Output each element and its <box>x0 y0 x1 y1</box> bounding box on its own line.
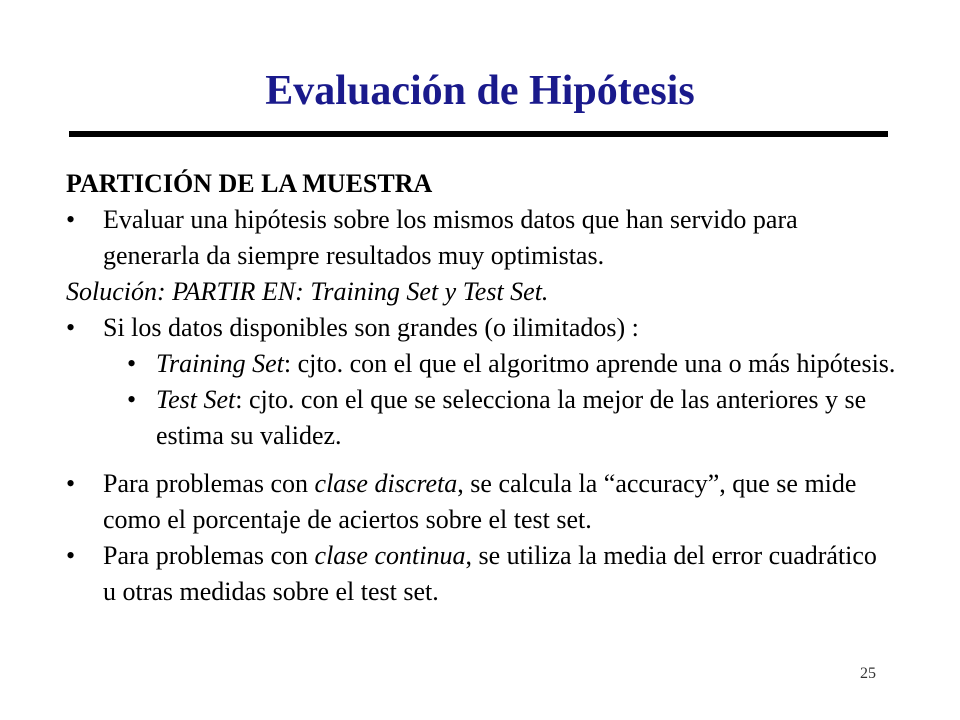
page-number: 25 <box>860 665 876 682</box>
bullet-icon: • <box>127 385 137 414</box>
bullet-item <box>66 310 896 346</box>
term-test-set: Test Set <box>156 385 236 414</box>
sub-bullet-text: : cjto. con el que el algoritmo aprende una o más hipótesis. <box>283 349 896 378</box>
solution-line: Solución: PARTIR EN: Training Set y Test Set. <box>66 277 549 306</box>
section-heading: PARTICIÓN DE LA MUESTRA <box>66 169 433 198</box>
bullet-item <box>66 538 896 610</box>
bullet-icon: • <box>66 541 76 570</box>
bullet-text: Para problemas con <box>103 469 315 498</box>
term-clase-discreta: clase discreta <box>314 469 458 498</box>
sub-bullet-text: : cjto. con el que se selecciona la mejor de las anteriores y se estima su validez. <box>156 385 867 450</box>
bullet-text: , se utiliza la media del error cuadrático u otras medidas sobre el test set. <box>103 541 877 606</box>
bullet-item <box>66 466 896 538</box>
bullet-icon: • <box>66 205 76 234</box>
bullet-icon: • <box>127 349 137 378</box>
bullet-text: Si los datos disponibles son grandes (o ilimitados) : <box>103 313 639 342</box>
slide-title: Evaluación de Hipótesis <box>265 68 695 114</box>
bullet-text: , se calcula la “accuracy”, que se mide como el porcentaje de aciertos sobre el test set. <box>103 469 857 534</box>
bullet-icon: • <box>66 313 76 342</box>
slide-body <box>66 166 896 610</box>
term-clase-continua: clase continua <box>314 541 466 570</box>
bullet-icon: • <box>66 469 76 498</box>
sub-bullet-item <box>66 346 896 382</box>
spacer <box>66 454 896 466</box>
bullet-text: Evaluar una hipótesis sobre los mismos datos que han servido para generarla da siempre resultados muy optimistas. <box>103 205 798 270</box>
bullet-text: Para problemas con <box>103 541 315 570</box>
sub-bullet-item <box>66 382 896 454</box>
term-training-set: Training Set <box>156 349 284 378</box>
bullet-item <box>66 202 896 274</box>
title-divider <box>69 131 888 137</box>
